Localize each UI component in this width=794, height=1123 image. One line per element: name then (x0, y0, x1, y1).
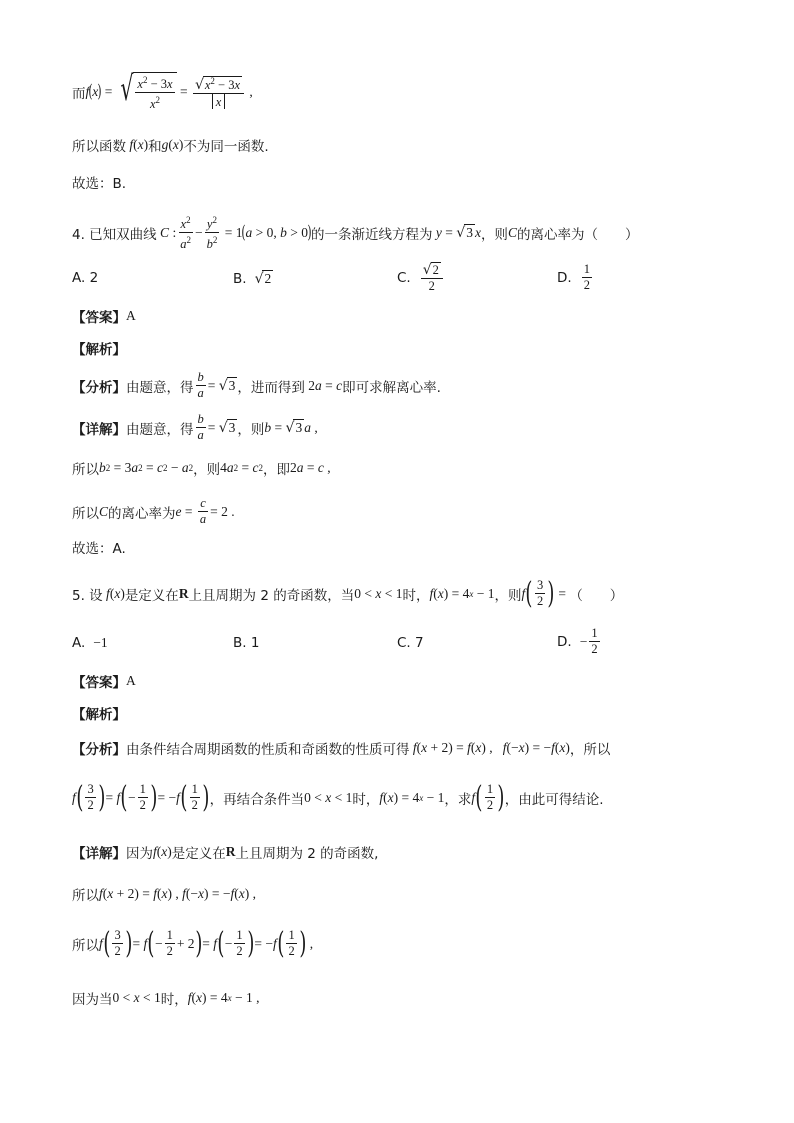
q4-select (72, 537, 126, 557)
text: ，即 (263, 462, 290, 478)
text: 的离心率为（ ） (516, 226, 639, 243)
text: 所以 (72, 888, 99, 904)
question-5: 5. 设 f ( x ) 是定义在 R 上且周期为 2 的奇函数，当 0 < x < 1 时， f ( x ) = 4 x − 1 ，则 f ( $\frac{3}{2}$ ) = （ ） (72, 575, 624, 611)
text: ，进而得到 (237, 379, 305, 396)
text: 所以 (72, 505, 99, 522)
text: 是定义在 (124, 587, 179, 604)
q5-xiangjie: 【详解】 因为 f ( x ) 是定义在 R 上且周期为 2 的奇函数, (72, 844, 379, 862)
text: 由题意，得 (126, 379, 194, 396)
q5-option-c: C. 7 (397, 635, 424, 651)
xiangjie-label: 【详解】 (72, 846, 126, 862)
text: 不为同一函数. (183, 139, 269, 155)
q5-analysis (72, 703, 126, 723)
text: 所以 (72, 937, 99, 954)
q4-step3: 所以 C 的离心率为 e = $\frac{c}{a}$ = 2 . (72, 496, 235, 526)
line-f-definition: 而 f ( x ) = √ $\frac{x^2 - 3x}{x^2}$ = $\frac{√x^2 - 3x}{x}$ , (72, 69, 253, 112)
text: R (178, 585, 189, 601)
text: ，则 (237, 421, 265, 438)
q4-option-d: D. $\frac{1}{2}$ (557, 262, 590, 292)
text: ，所以 (569, 742, 611, 758)
text: 而 (72, 86, 86, 103)
question-number: 4. 已知双曲线 (72, 226, 157, 243)
analysis-label: 【解析】 (72, 707, 126, 723)
text: 上且周期为 2 的奇函数，当 (188, 587, 355, 604)
text: 是定义在 (171, 846, 226, 862)
text: ，再结合条件当 (209, 791, 305, 808)
text: 所以 (72, 462, 99, 478)
text: 时， (160, 992, 188, 1008)
analysis-label: 【解析】 (72, 342, 126, 358)
q5-step2: 所以 f ( x + 2) = f ( x ) , f (− x ) = − f ( x ) , (72, 886, 257, 904)
text: （ ） (569, 587, 624, 604)
text: ，求 (444, 791, 472, 808)
text: 即可求解离心率. (342, 379, 441, 396)
text: 时， (402, 587, 430, 604)
text: 由条件结合周期函数的性质和奇函数的性质可得 (126, 742, 410, 758)
q4-option-a: A. 2 (72, 270, 99, 286)
q4-answer (72, 306, 136, 326)
question-4: 4. 已知双曲线 C : $\frac{x^2}{a^2}$ − $\frac{y^2}{b^2}$ = 1 ( a > 0, b > 0 ) 的一条渐近线方程为 y = √ 3 x ，则 C 的离心率为（ ） (72, 215, 639, 252)
text: 所以函数 (72, 139, 126, 155)
q5-option-a: A. −1 (72, 635, 108, 651)
q4-fenxi: 【分析】 由题意，得 $\frac{b}{a}$ = √ 3 ，进而得到 2 a = c 即可求解离心率. (72, 370, 441, 400)
xiangjie-label: 【详解】 (72, 421, 126, 438)
line-conclusion: 所以函数 f ( x ) 和 g ( x ) 不为同一函数. (72, 137, 269, 155)
q5-step4: 因为当 0 < x < 1 时， f ( x ) = 4 x − 1 , (72, 990, 260, 1008)
q5-fenxi-2: f ( $\frac{3}{2}$ ) = f ( − $\frac{1}{2}$ ) = − f ( $\frac{1}{2}$ ) ，再结合条件当 0 < x < 1 时， f ( x ) = 4 x − 1 ，求 f ( $\frac{1}{2}$ ) ，由此可得结论. (72, 779, 604, 815)
q5-fenxi-1: 【分析】 由条件结合周期函数的性质和奇函数的性质可得 f ( x + 2) = f ( x ) , f (− x ) = − f ( x ) ，所以 (72, 740, 611, 758)
text: 时， (352, 791, 380, 808)
text: ，则 (480, 226, 508, 243)
q5-step3: 所以 f ( $\frac{3}{2}$ ) = f ( − $\frac{1}{2}$ + 2 ) = f ( − $\frac{1}{2}$ ) = − f ( $\frac{1}{2}$ ) , (72, 925, 314, 961)
text: ，则 (494, 587, 522, 604)
fenxi-label: 【分析】 (72, 742, 126, 758)
answer-label: 【答案】 (72, 310, 126, 326)
text: 的离心率为 (108, 505, 176, 522)
text: 上且周期为 2 的奇函数, (235, 846, 379, 862)
text: 因为 (126, 846, 153, 862)
q4-option-c: C. $\frac{√2}{2}$ (397, 262, 445, 294)
answer-value: A (126, 673, 136, 688)
text: 的一条渐近线方程为 (311, 226, 433, 243)
q4-step2: 所以 b 2 = 3 a 2 = c 2 − a 2 ，则 4 a 2 = c 2 ，即 2 a = c , (72, 460, 331, 478)
text: R (225, 844, 236, 859)
q5-option-d: D. − $\frac{1}{2}$ (557, 626, 598, 656)
text: 和 (148, 139, 162, 155)
answer-value: A (126, 308, 136, 323)
text: 故选：B. (72, 176, 127, 192)
text: 因为当 (72, 992, 113, 1008)
text: 由题意，得 (126, 421, 194, 438)
select-b (72, 172, 126, 192)
q5-answer (72, 671, 136, 691)
answer-label: 【答案】 (72, 675, 126, 691)
question-number: 5. 设 (72, 587, 103, 604)
text: ，由此可得结论. (504, 791, 604, 808)
q4-analysis (72, 338, 126, 358)
text: 故选：A. (72, 541, 126, 557)
q4-option-b: B. √ 2 (233, 270, 272, 287)
text: ，则 (193, 462, 221, 478)
q4-xiangjie: 【详解】 由题意，得 $\frac{b}{a}$ = √ 3 ，则 b = √ 3 a , (72, 412, 318, 442)
q5-option-b: B. 1 (233, 635, 260, 651)
fenxi-label: 【分析】 (72, 379, 126, 396)
